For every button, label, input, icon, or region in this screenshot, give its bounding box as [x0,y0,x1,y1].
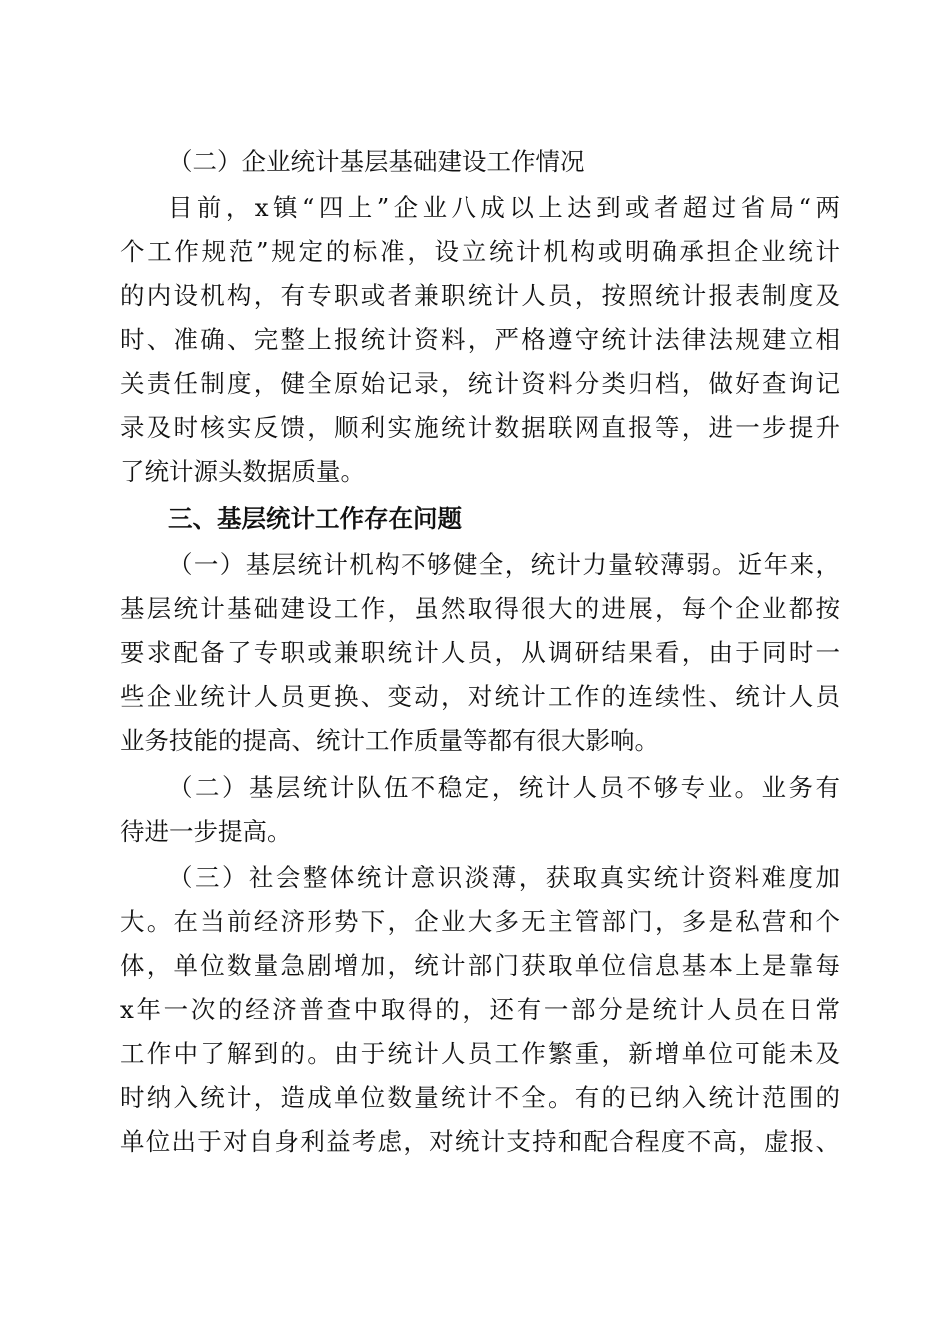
paragraph-line: 基层统计基础建设工作，虽然取得很大的进展，每个企业都按 [120,594,840,623]
paragraph-line: 录及时核实反馈，顺利实施统计数据联网直报等，进一步提升 [120,413,840,442]
paragraph-line: 个工作规范”规定的标准，设立统计机构或明确承担企业统计 [120,237,840,266]
paragraph-line: 时纳入统计，造成单位数量统计不全。有的已纳入统计范围的 [120,1083,840,1112]
paragraph-line: （一）基层统计机构不够健全，统计力量较薄弱。近年来， [168,550,840,579]
paragraph-line: 待进一步提高。 [120,817,292,846]
paragraph-line: （二）基层统计队伍不稳定，统计人员不够专业。业务有 [168,773,840,802]
paragraph-line: 要求配备了专职或兼职统计人员，从调研结果看，由于同时一 [120,638,840,667]
paragraph-line: 大。在当前经济形势下，企业大多无主管部门，多是私营和个 [120,907,840,936]
paragraph-line: 些企业统计人员更换、变动，对统计工作的连续性、统计人员 [120,682,840,711]
paragraph-line: 业务技能的提高、统计工作质量等都有很大影响。 [120,726,659,755]
part-3-heading: 三、基层统计工作存在问题 [168,504,462,533]
paragraph-line: 单位出于对自身利益考虑，对统计支持和配合程度不高，虚报、 [120,1127,840,1156]
paragraph-line: 工作中了解到的。由于统计人员工作繁重，新增单位可能未及 [120,1039,840,1068]
paragraph-line: （三）社会整体统计意识淡薄，获取真实统计资料难度加 [168,863,840,892]
paragraph-line: 的内设机构，有专职或者兼职统计人员，按照统计报表制度及 [120,281,840,310]
paragraph-line: x年一次的经济普查中取得的，还有一部分是统计人员在日常 [120,995,840,1024]
section-2-heading: （二）企业统计基层基础建设工作情况 [168,147,585,176]
paragraph-line: 了统计源头数据质量。 [120,457,365,486]
paragraph-line: 关责任制度，健全原始记录，统计资料分类归档，做好查询记 [120,369,840,398]
paragraph-line: 目前，x镇“四上”企业八成以上达到或者超过省局“两 [168,193,840,222]
paragraph-line: 时、准确、完整上报统计资料，严格遵守统计法律法规建立相 [120,325,840,354]
paragraph-line: 体，单位数量急剧增加，统计部门获取单位信息基本上是靠每 [120,951,840,980]
